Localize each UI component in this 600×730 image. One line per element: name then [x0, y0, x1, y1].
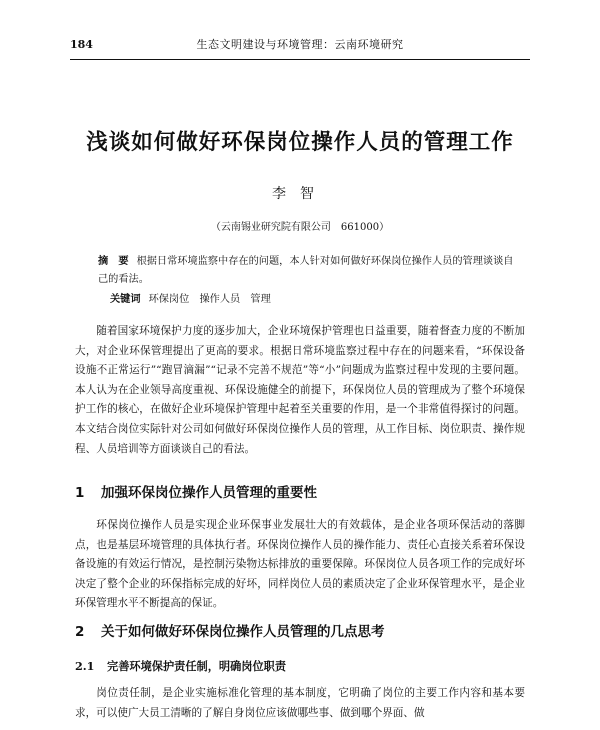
subsection-2-1-number: 2.1	[75, 659, 95, 673]
article-title: 浅谈如何做好环保岗位操作人员的管理工作	[86, 130, 514, 155]
abstract	[98, 252, 518, 289]
keywords-label: 关键词	[110, 293, 141, 305]
abstract-text: 根据日常环境监察中存在的问题，本人针对如何做好环保岗位操作人员的管理谈谈自己的看法。	[98, 256, 514, 285]
author-affiliation: （云南锡业研究院有限公司 661000）	[210, 222, 390, 233]
section-1-paragraph: 环保岗位操作人员是实现企业环保事业发展壮大的有效载体，是企业各项环保活动的落脚点，也是基层环境管理的具体执行者。环保岗位操作人员的操作能力、责任心直接关系着环保设备设施的有效运行情况，是控制污染物达标排放的重要保障。环保岗位人员各项工作的完成好坏决定了整个企业的环保指标完成的好坏，同样岗位人员的素质决定了企业环保管理水平，是企业环保管理水平不断提高的保证。	[75, 519, 525, 610]
section-1-title: 加强环保岗位操作人员管理的重要性	[101, 485, 317, 501]
keywords	[110, 290, 510, 309]
section-2-title: 关于如何做好环保岗位操作人员管理的几点思考	[101, 624, 385, 640]
keywords-text: 环保岗位 操作人员 管理	[148, 294, 271, 305]
subsection-2-1-title: 完善环境保护责任制，明确岗位职责	[107, 659, 287, 673]
header-rule	[70, 59, 530, 60]
page-number: 184	[70, 38, 93, 51]
section-2-number: 2	[75, 624, 85, 640]
journal-title: 生态文明建设与环境管理：云南环境研究	[196, 38, 404, 51]
section-1-number: 1	[75, 485, 85, 501]
abstract-label: 摘 要	[98, 255, 129, 267]
subsection-2-1-paragraph: 岗位责任制，是企业实施标准化管理的基本制度，它明确了岗位的主要工作内容和基本要求，可以使广大员工清晰的了解自身岗位应该做哪些事、做到哪个界面、做	[75, 687, 525, 719]
author-name: 李智	[272, 186, 328, 202]
subsection-2-1-heading	[75, 657, 525, 675]
section-1-heading	[75, 483, 525, 503]
section-2-heading	[75, 622, 525, 642]
intro-paragraph: 随着国家环境保护力度的逐步加大，企业环境保护管理也日益重要，随着督查力度的不断加大，对企业环保管理提出了更高的要求。根据日常环境监察过程中存在的问题来看，“环保设备设施不正常运行”“跑冒滴漏”“记录不完善不规范”等“小”问题成为监察过程中发现的主要问题。本人认为在企业领导高度重视、环保设施健全的前提下，环保岗位人员的管理成为了整个环境保护工作的核心，在做好企业环境保护管理中起着至关重要的作用，是一个非常值得探讨的问题。本文结合岗位实际针对公司如何做好环保岗位操作人员的管理，从工作目标、岗位职责、操作规程、人员培训等方面谈谈自己的看法。	[75, 325, 525, 455]
running-header	[70, 36, 530, 54]
